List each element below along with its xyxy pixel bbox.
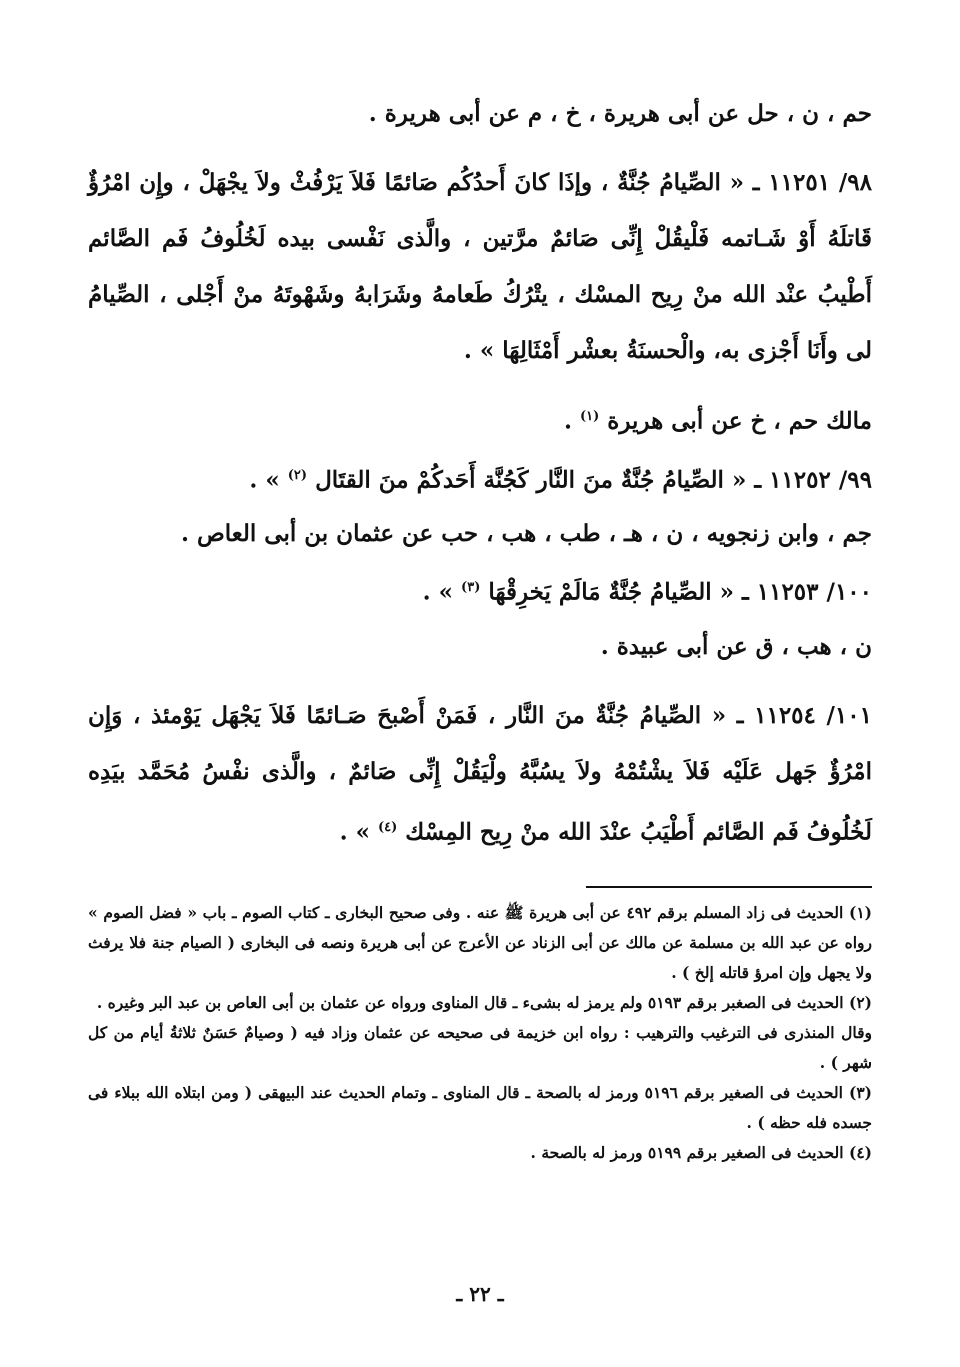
source-end: . bbox=[563, 407, 572, 435]
footnote-ref[interactable]: (٤) bbox=[377, 819, 398, 835]
hadith-100 bbox=[88, 570, 872, 611]
hadith-99 bbox=[88, 458, 872, 499]
hadith-end: » . bbox=[339, 818, 370, 846]
hadith-98 bbox=[88, 155, 872, 379]
footnote-ref[interactable]: (١) bbox=[579, 409, 600, 424]
hadith-101 bbox=[88, 688, 872, 861]
hadith-end: » . bbox=[249, 466, 280, 494]
source-line: ن ، هب ، ق عن أبى عبيدة . bbox=[600, 632, 872, 660]
source-text: مالك حم ، خ عن أبى هريرة bbox=[607, 407, 872, 435]
hadith-text: ٩٨/ ١١٢٥١ ـ « الصِّيامُ جُنَّةٌ ، وإذَا كانَ أَحدُكُم صَائمًا فَلاَ يَرْفُثْ ولاَ يجْهَلْ ، وإِن امْرُؤٌ قَاتلَهُ أَوْ شَـاتمه فَلْيقُلْ إِنِّى صَائمٌ مرَّتين ، والَّذى نَفْسى بيده لَخُلُوفُ فَم الصَّائم أَطْيبُ عنْد الله منْ رِيح المسْك ، يتْرُكُ طَعامهُ وشَرَابهُ وشَهْوتَهُ منْ أَجْلى ، الصِّيامُ لى وأَنَا أَجْزى به، والْحسنَةُ بعشْر أَمْثَالِهَا » . bbox=[88, 169, 872, 364]
footnote-4: (٤) الحديث فى الصغير برقم ٥١٩٩ ورمز له بالصحة . bbox=[530, 1143, 872, 1162]
footnote-1: (١) الحديث فى زاد المسلم برقم ٤٩٢ عن أبى هريرة ﷺ عنه . وفى صحيح البخارى ـ كتاب الصوم ـ باب « فضل الصوم » رواه عن عبد الله بن مسلمة عن مالك عن أبى الزناد عن الأعرج عن أبى هريرة ونصه فى البخارى ( الصيام جنة فلا يرفث ولا يجهل وإن امرؤ قاتله إلخ ) . bbox=[88, 903, 873, 982]
footnote-ref[interactable]: (٢) bbox=[287, 467, 308, 483]
footnote-2-continuation: وقال المنذرى فى الترغيب والترهيب : رواه ابن خزيمة فى صحيحه عن عثمان وزاد فيه ( وصيامٌ حَسَنٌ ثلاثةُ أيام من كل شهر ) . bbox=[88, 1023, 872, 1072]
hadith-text: ٩٩/ ١١٢٥٢ ـ « الصِّيامُ جُنَّةٌ منَ النَّار كَجُنَّة أَحَدكُمْ منَ القتَال bbox=[315, 466, 872, 494]
source-line: حم ، ن ، حل عن أبى هريرة ، خ ، م عن أبى هريرة . bbox=[368, 100, 872, 127]
source-line bbox=[88, 399, 872, 440]
footnote-2: (٢) الحديث فى الصغبر برقم ٥١٩٣ ولم يرمز له بشىء ـ قال المناوى ورواه عن عثمان بن أبى العاص بن عبد البر وغيره . bbox=[96, 993, 872, 1012]
footnote-ref[interactable]: (٣) bbox=[461, 580, 481, 596]
footnotes bbox=[88, 898, 872, 1168]
footnote-3: (٣) الحديث فى الصغير برقم ٥١٩٦ ورمز له بالصحة ـ قال المناوى ـ وتمام الحديث عند البيهقى ( ومن ابتلاه الله ببلاء فى جسده فله حظه ) . bbox=[88, 1083, 872, 1132]
hadith-text: ١٠٠/ ١١٢٥٣ ـ « الصِّيامُ جُنَّةٌ مَالَمْ يَخرِقْهَا bbox=[488, 578, 872, 606]
footnote-divider bbox=[586, 886, 872, 888]
main-text bbox=[88, 96, 872, 884]
source-line: جم ، وابن زنجويه ، ن ، هـ ، طب ، هب ، حب عن عثمان بن أبى العاص . bbox=[180, 520, 872, 548]
hadith-end: » . bbox=[422, 578, 454, 606]
page-number: ـ ٢٢ ـ bbox=[456, 1282, 504, 1306]
hadith-text: ١٠١/ ١١٢٥٤ ـ « الصِّيامُ جُنَّةٌ منَ النَّار ، فَمَنْ أَصْبحَ صَـائمًا فَلاَ يَجْهَل يَوْمئذ ، وَإِن امْرُؤٌ جَهل عَلَيْه فَلاَ يشْتُمْهُ ولاَ يسُبَّهُ ولْيَقُلْ إِنِّى صَائمٌ ، والَّذى نفْسُ مُحَمَّد بيَدِه لَخُلُوفُ فَم الصَّائم أَطْيَبُ عنْدَ الله منْ رِيح المِسْك bbox=[88, 701, 872, 846]
